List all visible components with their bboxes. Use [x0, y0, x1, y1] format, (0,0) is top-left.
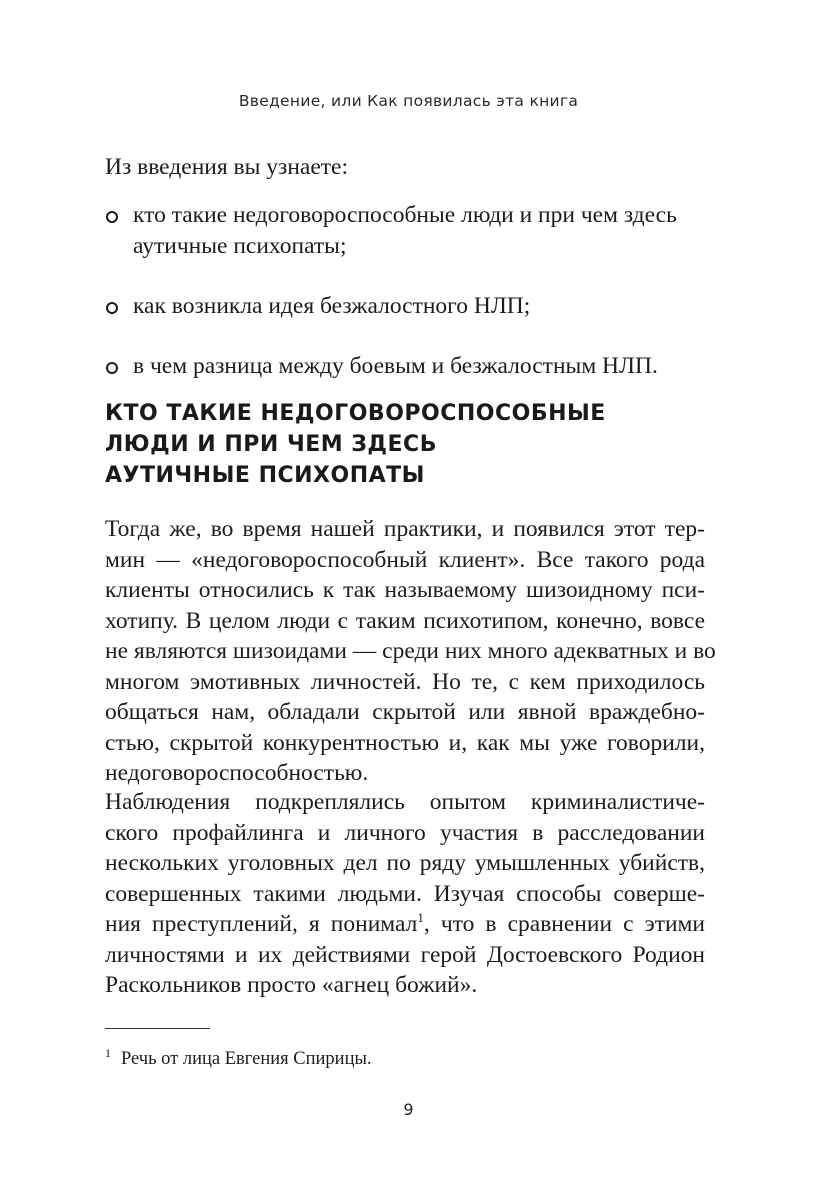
text-line: Тогда же, во время нашей практики, и появился этот тер-	[105, 516, 705, 542]
text-line: стью, скрытой конкурентностью и, как мы уже говорили,	[105, 729, 705, 756]
footnote-divider	[105, 1028, 210, 1029]
footnote	[105, 1040, 372, 1072]
heading-line: АУТИЧНЫЕ ПСИХОПАТЫ	[105, 463, 425, 488]
list-item	[105, 351, 705, 382]
footnote-number: 1	[105, 1046, 111, 1060]
page-number: 9	[403, 1100, 414, 1119]
text-line	[105, 909, 705, 940]
list-item-text: как возникла идея безжалостного НЛП;	[133, 293, 531, 319]
circle-bullet-icon	[106, 302, 118, 314]
list-item	[105, 200, 705, 262]
running-head: Введение, или Как появилась эта книга	[238, 92, 579, 110]
list-item-text: в чем разница между боевым и безжалостным НЛП.	[133, 353, 658, 379]
intro-text: Из введения вы узнаете:	[105, 154, 348, 180]
text-line: хотипу. В целом люди с таким психотипом, конечно, вовсе	[105, 607, 705, 634]
circle-bullet-icon	[106, 362, 118, 374]
text-line: нескольких уголовных дел по ряду умышленных убийств,	[105, 850, 705, 876]
text-line: ского профайлинга и личного участия в расследовании	[105, 819, 705, 846]
footnote-text: Речь от лица Евгения Спирицы.	[121, 1049, 372, 1070]
list-item	[105, 291, 705, 322]
list-item-text: кто такие недоговороспособные люди и при чем здесь	[133, 202, 677, 228]
bullet-list	[105, 200, 705, 382]
text-line: личностями и их действиями герой Достоевского Родион	[105, 941, 705, 968]
text-line: совершенных такими людьми. Изучая способы соверше-	[105, 880, 705, 907]
text-fragment: , что в сравнении с этими	[423, 911, 705, 937]
text-line: Наблюдения подкреплялись опытом криминалистиче-	[105, 789, 705, 815]
text-line: не являются шизоидами — среди них много адекватных и во	[105, 638, 716, 664]
paragraph-1	[105, 514, 716, 789]
text-line: общаться нам, обладали скрытой или явной враждебно-	[105, 699, 705, 725]
text-line: Раскольников просто «агнец божий».	[105, 972, 478, 998]
text-line: клиенты относились к так называемому шизоидному пси-	[105, 577, 705, 603]
heading-line: ЛЮДИ И ПРИ ЧЕМ ЗДЕСЬ	[105, 432, 437, 457]
list-item-text: аутичные психопаты;	[133, 233, 347, 259]
circle-bullet-icon	[106, 211, 118, 223]
heading-line: КТО ТАКИЕ НЕДОГОВОРОСПОСОБНЫЕ	[105, 401, 606, 426]
text-line: мин — «недоговороспособный клиент». Все такого рода	[105, 546, 705, 573]
text-fragment: ния преступлений, я понимал	[105, 911, 418, 937]
footnote-reference[interactable]: 1	[417, 910, 424, 926]
paragraph-2	[105, 787, 705, 1001]
text-line: многом эмотивных личностей. Но те, с кем приходилось	[105, 668, 705, 695]
section-heading	[105, 398, 705, 491]
text-line: недоговороспособностью.	[105, 760, 369, 786]
